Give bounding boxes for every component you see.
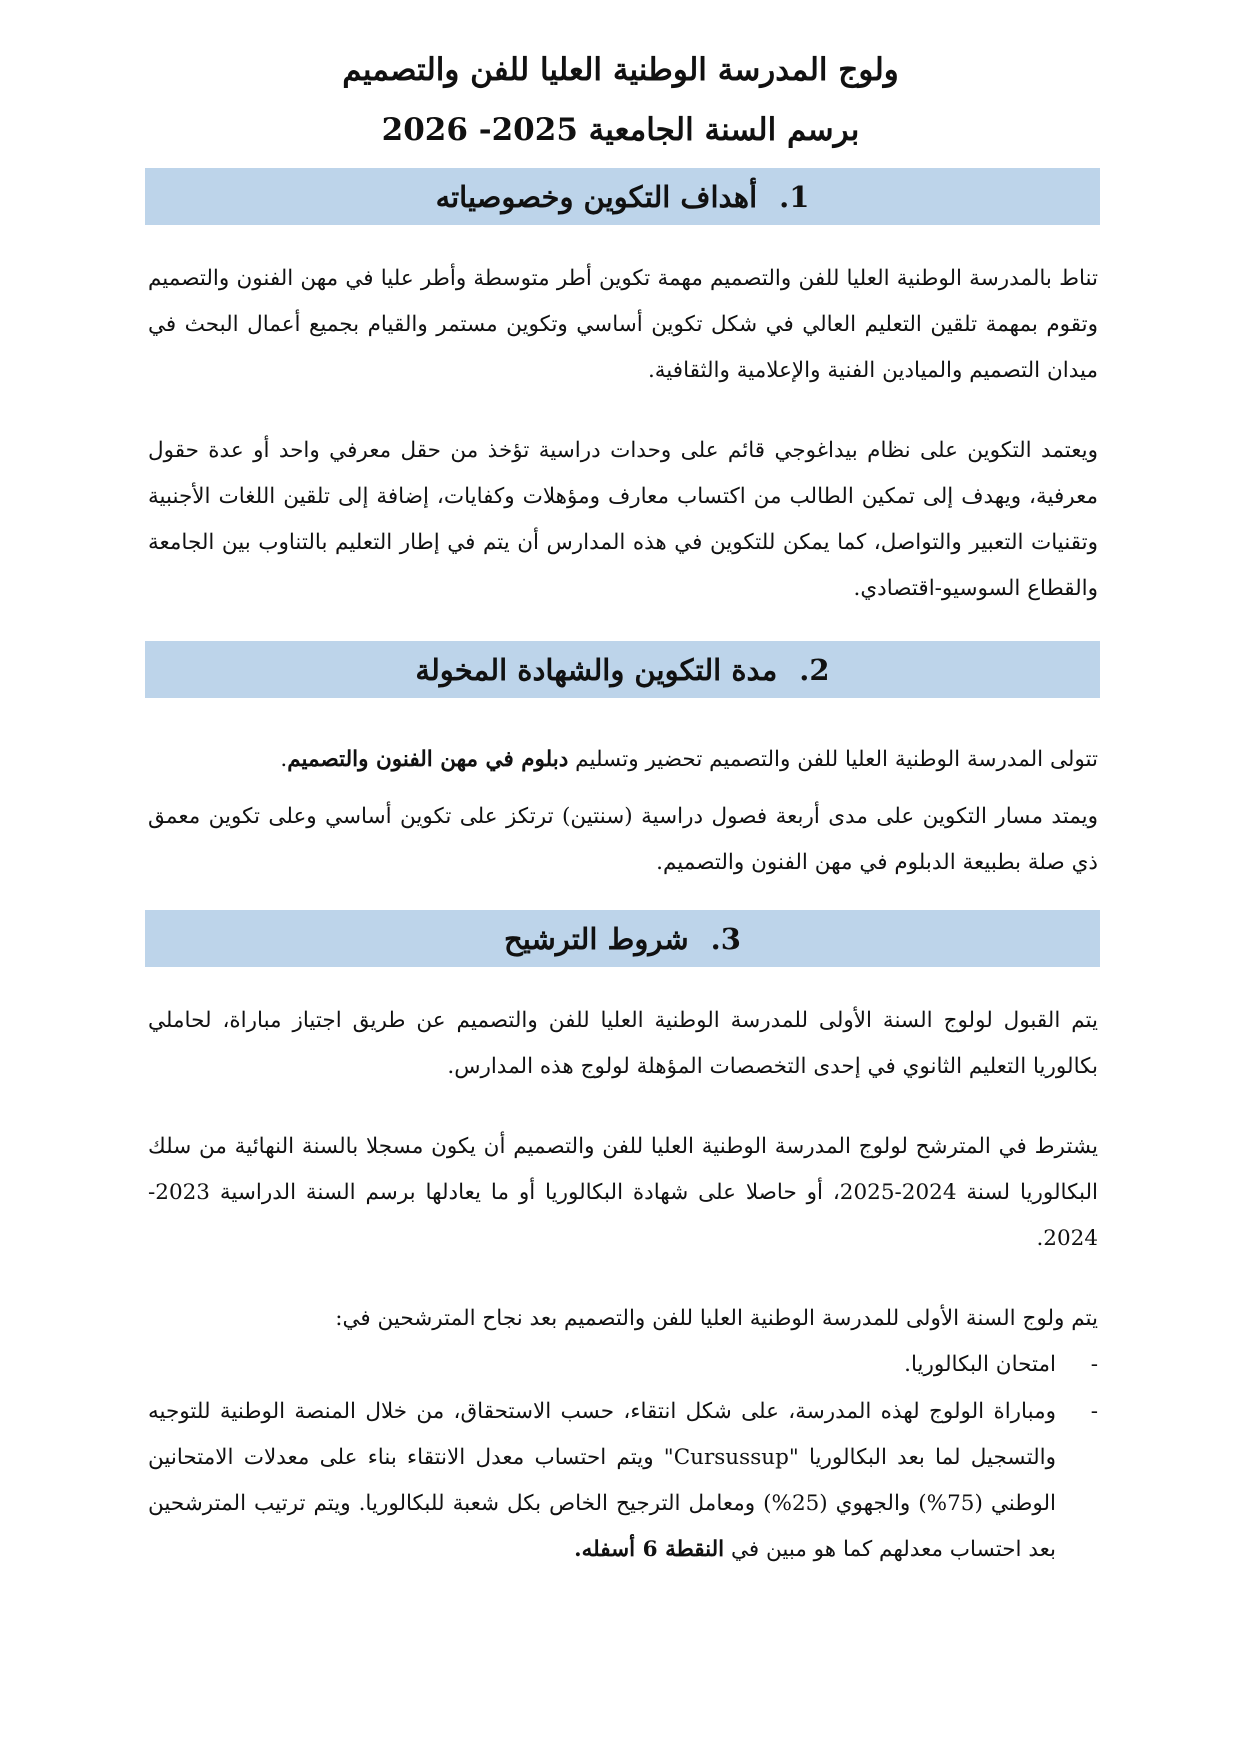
paragraph-text: . bbox=[280, 747, 288, 772]
section-3-header bbox=[145, 910, 1100, 967]
section-2-paragraph-1 bbox=[148, 737, 1098, 783]
list-item-text: امتحان البكالوريا. bbox=[904, 1352, 1056, 1377]
reference-point: النقطة 6 أسفله. bbox=[574, 1537, 725, 1562]
section-1-header bbox=[145, 168, 1100, 225]
list-item bbox=[148, 1389, 1098, 1573]
section-3-paragraph-1: يتم القبول لولوج السنة الأولى للمدرسة الوطنية العليا للفن والتصميم عن طريق اجتياز مباراة، لحاملي بكالوريا التعليم الثانوي في إحدى التخصصات المؤهلة لولوج هذه المدارس. bbox=[148, 1008, 1098, 1079]
paragraph-text: تتولى المدرسة الوطنية العليا للفن والتصميم تحضير وتسليم bbox=[568, 747, 1098, 772]
section-title: شروط الترشيح bbox=[504, 921, 689, 956]
section-3-paragraph-3: يتم ولوج السنة الأولى للمدرسة الوطنية العليا للفن والتصميم بعد نجاح المترشحين في: bbox=[335, 1306, 1098, 1331]
document-title: ولوج المدرسة الوطنية العليا للفن والتصميم bbox=[342, 52, 899, 88]
bullet-dash: - bbox=[1090, 1352, 1098, 1377]
section-1-paragraph-1: تناط بالمدرسة الوطنية العليا للفن والتصميم مهمة تكوين أطر متوسطة وأطر عليا في مهن الفنون والتصميم وتقوم بمهمة تلقين التعليم العالي في شكل تكوين أساسي وتكوين مستمر والقيام بجميع أعمال البحث في ميدان التصميم والميادين الفنية والإعلامية والثقافية. bbox=[148, 266, 1098, 383]
section-title: أهداف التكوين وخصوصياته bbox=[435, 179, 758, 214]
list-item bbox=[148, 1342, 1098, 1388]
list-item-text bbox=[148, 1389, 1056, 1573]
section-2-header bbox=[145, 641, 1100, 698]
paragraph-text: ومباراة الولوج لهذه المدرسة، على شكل انتقاء، حسب الاستحقاق، من خلال المنصة الوطنية للتوجيه والتسجيل لما بعد البكالوريا "Cursussup" ويتم احتساب معدل الانتقاء بناء على معدلات الامتحانين الوطني (75%) والجهوي (25%) ومعامل الترجيح الخاص بكل شعبة للبكالوريا. ويتم ترتيب المترشحين بعد احتساب معدلهم كما هو مبين في bbox=[148, 1399, 1056, 1562]
section-number: 1. bbox=[779, 179, 810, 214]
section-number: 3. bbox=[710, 921, 741, 956]
section-1-paragraph-2: ويعتمد التكوين على نظام بيداغوجي قائم على وحدات دراسية تؤخذ من حقل معرفي واحد أو عدة حقول معرفية، ويهدف إلى تمكين الطالب من اكتساب معارف ومؤهلات وكفايات، إضافة إلى تلقين اللغات الأجنبية وتقنيات التعبير والتواصل، كما يمكن للتكوين في هذه المدارس أن يتم في إطار التعليم بالتناوب بين الجامعة والقطاع السوسيو-اقتصادي. bbox=[148, 438, 1098, 601]
document-subtitle: برسم السنة الجامعية 2025- 2026 bbox=[381, 112, 860, 148]
section-number: 2. bbox=[799, 652, 830, 687]
bullet-dash: - bbox=[1090, 1399, 1098, 1424]
section-2-paragraph-2: ويمتد مسار التكوين على مدى أربعة فصول دراسية (سنتين) ترتكز على تكوين أساسي وعلى تكوين معمق ذي صلة بطبيعة الدبلوم في مهن الفنون والتصميم. bbox=[148, 804, 1098, 875]
section-title: مدة التكوين والشهادة المخولة bbox=[415, 652, 778, 687]
diploma-name: دبلوم في مهن الفنون والتصميم bbox=[287, 747, 569, 772]
section-3-paragraph-2: يشترط في المترشح لولوج المدرسة الوطنية العليا للفن والتصميم أن يكون مسجلا بالسنة النهائية من سلك البكالوريا لسنة 2024-2025، أو حاصلا على شهادة البكالوريا أو ما يعادلها برسم السنة الدراسية 2023-2024. bbox=[148, 1134, 1098, 1251]
